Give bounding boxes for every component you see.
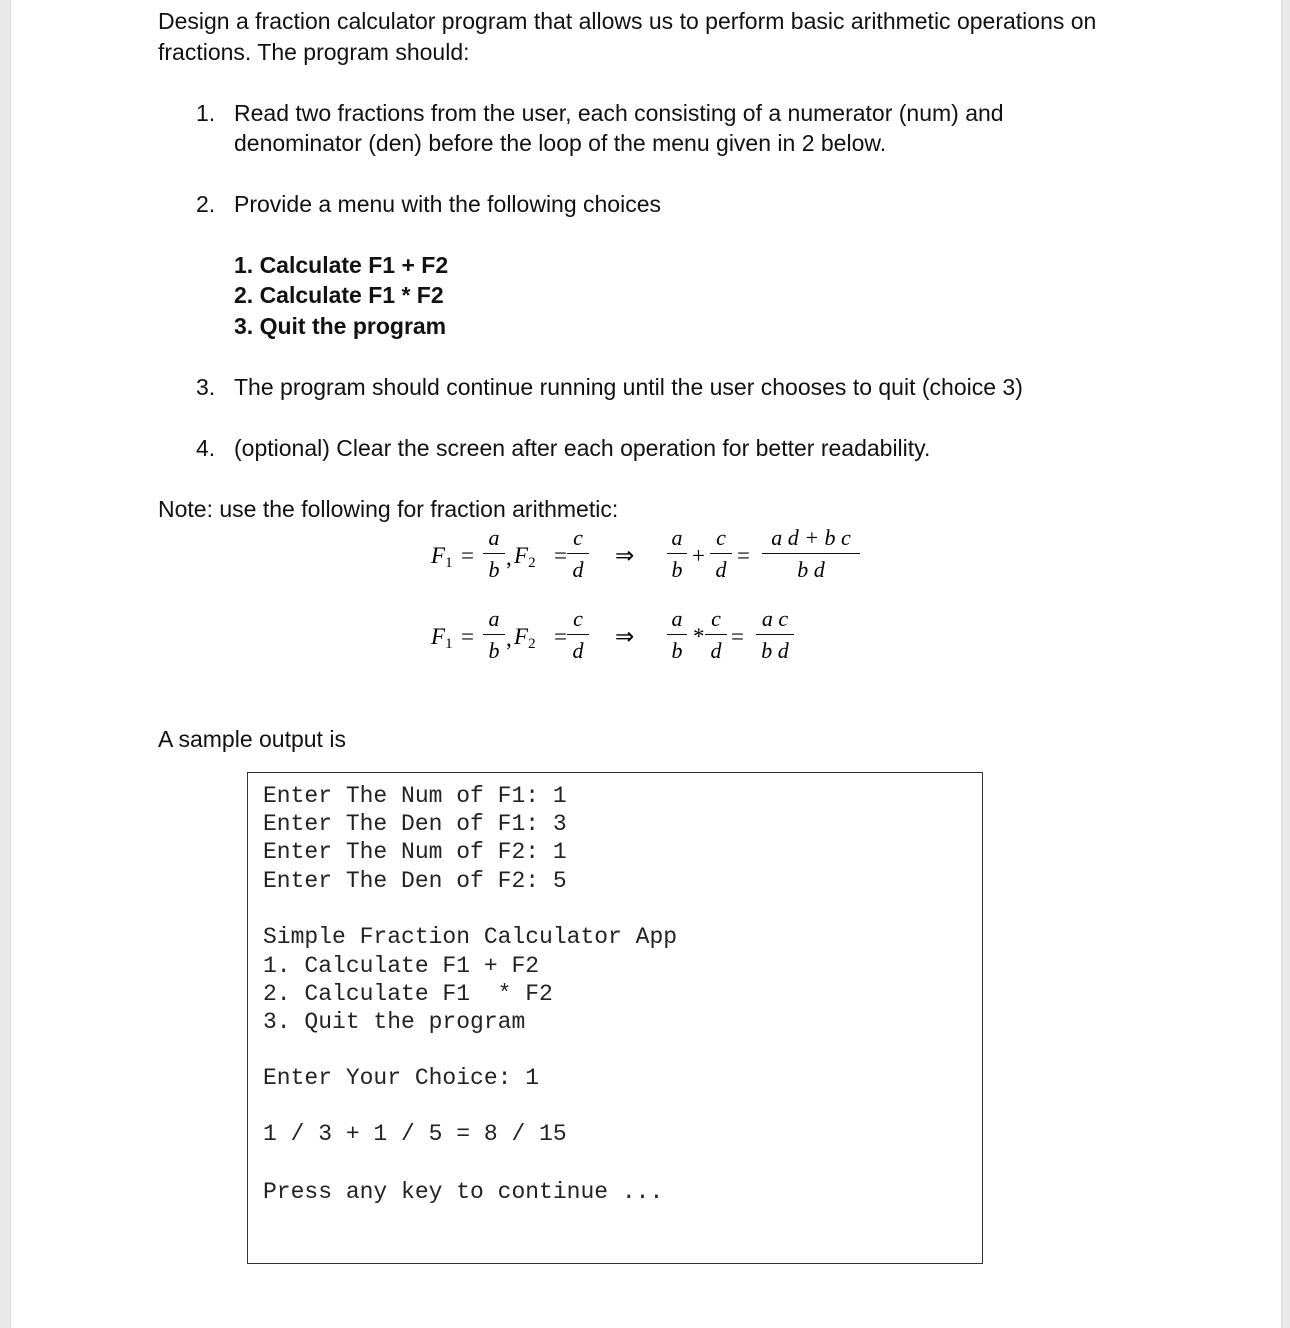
f1-symbol: $F_1$: [431, 624, 453, 652]
list-number: 3.: [196, 374, 216, 400]
menu-choice: 2. Calculate F1 * F2: [234, 282, 444, 308]
list-text: (optional) Clear the screen after each operation for better readability.: [234, 435, 931, 461]
f2-symbol: $F_2$: [514, 543, 536, 571]
equals-sign: =: [731, 624, 744, 649]
equals-sign: =: [461, 543, 474, 568]
note-text: Note: use the following for fraction arithmetic:: [158, 496, 619, 522]
terminal-line: Enter The Num of F2: 1: [263, 839, 567, 865]
sample-label: A sample output is: [158, 726, 346, 752]
fraction-a-over-b: a b: [483, 526, 505, 582]
terminal-line: Enter The Den of F1: 3: [263, 811, 567, 837]
times-sign: *: [693, 624, 705, 649]
terminal-line: 1. Calculate F1 + F2: [263, 953, 540, 979]
terminal-line: 3. Quit the program: [263, 1009, 526, 1035]
terminal-line: 2. Calculate F1 * F2: [263, 981, 553, 1007]
terminal-line: Enter The Num of F1: 1: [263, 783, 567, 809]
terminal-line: Press any key to continue ...: [263, 1179, 664, 1205]
list-text: The program should continue running until the user chooses to quit (choice 3): [234, 374, 1023, 400]
fraction-product-result: a c b d: [756, 607, 794, 663]
list-number: 2.: [196, 191, 216, 217]
fraction-c-over-d: c d: [705, 607, 727, 663]
implies-arrow: ⇒: [615, 624, 635, 649]
fraction-a-over-b: a b: [483, 607, 505, 663]
equals-sign: =: [461, 624, 474, 649]
equals-sign: =: [554, 543, 567, 568]
document-page: [10, 0, 1282, 1328]
fraction-c-over-d: c d: [567, 526, 589, 582]
terminal-line: Simple Fraction Calculator App: [263, 924, 678, 950]
fraction-sum-result: a d + b c b d: [762, 526, 860, 582]
f1-symbol: $F_1$: [431, 543, 453, 571]
fraction-c-over-d: c d: [567, 607, 589, 663]
list-text: Read two fractions from the user, each consisting of a numerator (num) and: [234, 100, 1004, 126]
comma: ,: [506, 626, 512, 651]
terminal-line: Enter The Den of F2: 5: [263, 868, 567, 894]
terminal-line: Enter Your Choice: 1: [263, 1065, 540, 1091]
terminal-line: 1 / 3 + 1 / 5 = 8 / 15: [263, 1121, 567, 1147]
menu-choice: 3. Quit the program: [234, 313, 447, 339]
list-text: denominator (den) before the loop of the menu given in 2 below.: [234, 130, 887, 156]
list-number: 4.: [196, 435, 216, 461]
implies-arrow: ⇒: [615, 543, 635, 568]
plus-sign: +: [692, 543, 705, 568]
fraction-a-over-b: a b: [667, 607, 687, 663]
equals-sign: =: [554, 624, 567, 649]
list-text: Provide a menu with the following choices: [234, 191, 662, 217]
fraction-a-over-b: a b: [667, 526, 687, 582]
menu-choice: 1. Calculate F1 + F2: [234, 252, 449, 278]
comma: ,: [506, 545, 512, 570]
list-number: 1.: [196, 100, 216, 126]
sample-output-box: [247, 772, 983, 1264]
intro-paragraph: Design a fraction calculator program that allows us to perform basic arithmetic operations on fractions. The program should:: [158, 8, 1097, 65]
equals-sign: =: [737, 543, 750, 568]
f2-symbol: $F_2$: [514, 624, 536, 652]
fraction-c-over-d: c d: [710, 526, 732, 582]
